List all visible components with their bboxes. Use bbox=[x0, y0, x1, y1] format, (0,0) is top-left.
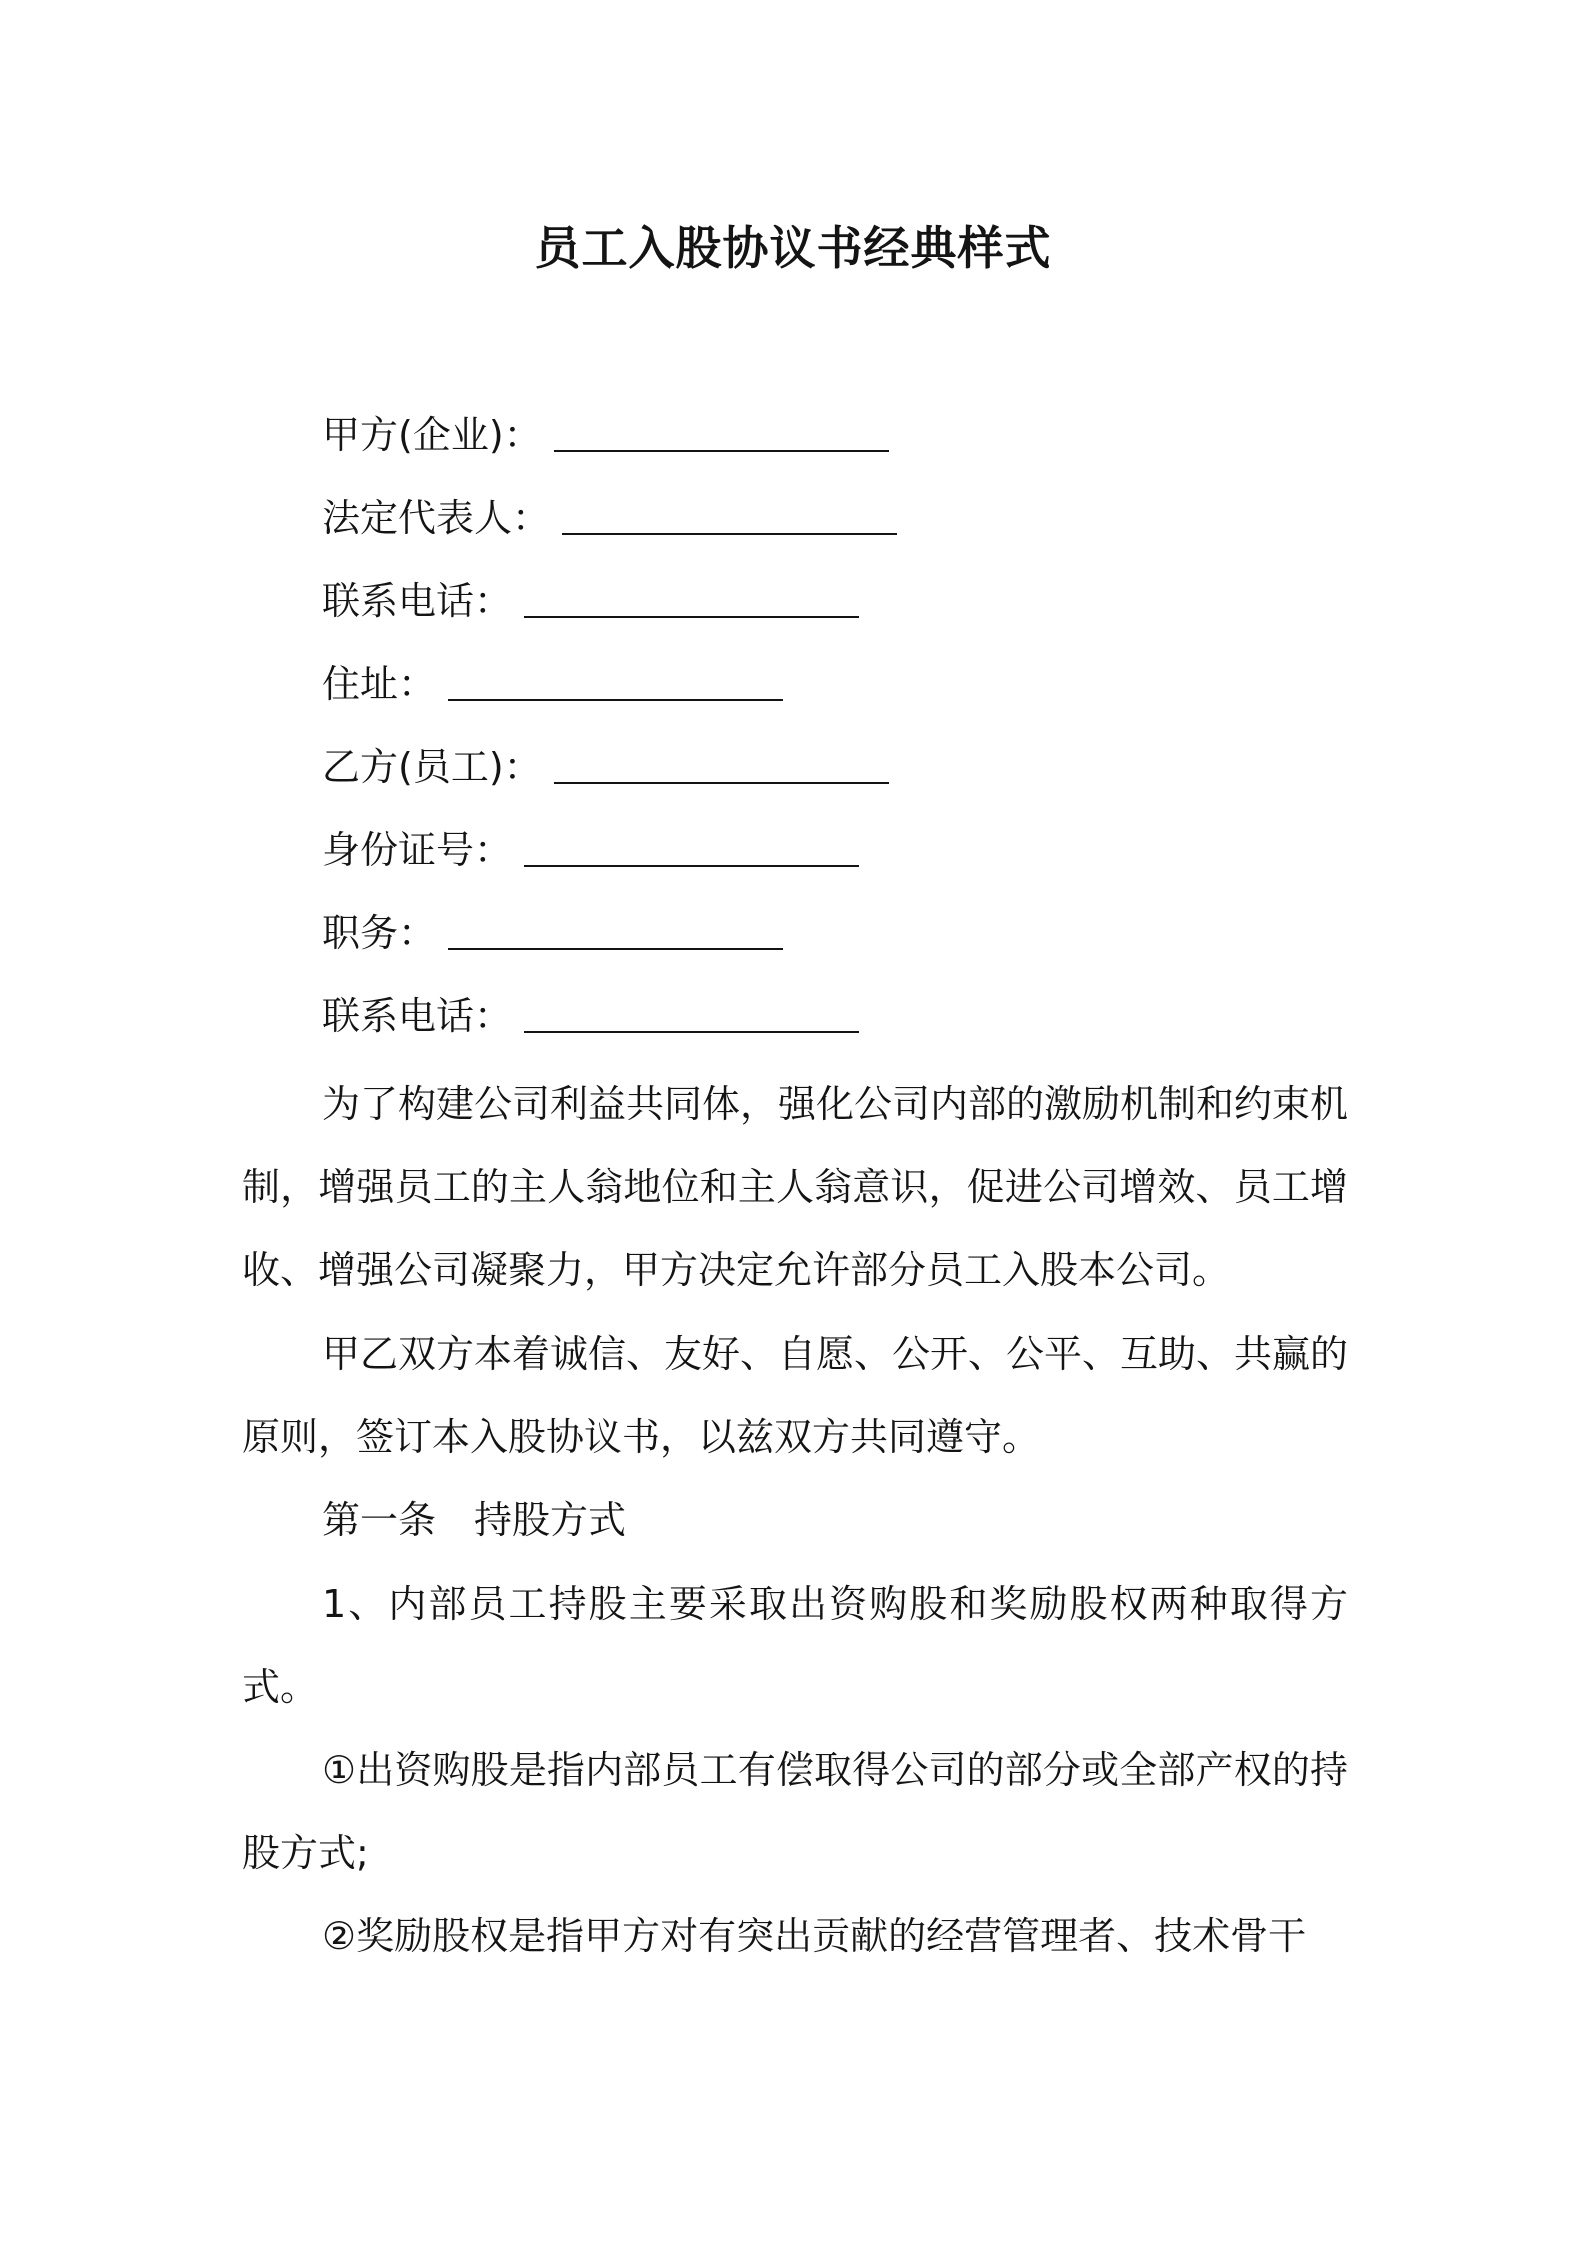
document-title: 员工入股协议书经典样式 bbox=[534, 221, 1052, 275]
field-label: 住址： bbox=[322, 662, 437, 706]
clause-item-3: ②奖励股权是指甲方对有突出贡献的经营管理者、技术骨干 bbox=[322, 1914, 1307, 1958]
paragraph-principles: 甲乙双方本着诚信、友好、自愿、公开、公平、互助、共赢的原则，签订本入股协议书，以兹双方共同遵守。 bbox=[242, 1332, 1349, 1459]
clause-item-2: ①出资购股是指内部员工有偿取得公司的部分或全部产权的持股方式; bbox=[242, 1748, 1348, 1875]
field-label: 身份证号： bbox=[322, 828, 513, 872]
field-blank-line bbox=[524, 861, 859, 867]
field-blank-line bbox=[448, 695, 783, 701]
field-party-a bbox=[322, 405, 889, 465]
clause-item-1: 1、内部员工持股主要采取出资购股和奖励股权两种取得方式。 bbox=[242, 1582, 1348, 1709]
paragraph-purpose: 为了构建公司利益共同体，强化公司内部的激励机制和约束机制，增强员工的主人翁地位和主人翁意识，促进公司增效、员工增收、增强公司凝聚力，甲方决定允许部分员工入股本公司。 bbox=[242, 1082, 1349, 1292]
field-address bbox=[322, 654, 783, 714]
field-party-a-phone bbox=[322, 571, 859, 631]
field-position bbox=[322, 903, 783, 963]
field-party-b bbox=[322, 737, 889, 797]
field-blank-line bbox=[524, 1027, 859, 1033]
field-blank-line bbox=[524, 612, 859, 618]
clause-heading: 第一条 持股方式 bbox=[322, 1498, 627, 1542]
field-blank-line bbox=[554, 778, 889, 784]
field-label: 职务： bbox=[322, 911, 437, 955]
field-label: 联系电话： bbox=[322, 994, 513, 1038]
field-label: 甲方(企业)： bbox=[322, 413, 542, 457]
field-label: 联系电话： bbox=[322, 579, 513, 623]
field-label: 乙方(员工)： bbox=[322, 745, 542, 789]
field-party-b-phone bbox=[322, 986, 859, 1046]
field-legal-representative bbox=[322, 488, 897, 548]
field-blank-line bbox=[554, 446, 889, 452]
field-id-number bbox=[322, 820, 859, 880]
field-label: 法定代表人： bbox=[322, 496, 551, 540]
field-blank-line bbox=[562, 529, 897, 535]
field-blank-line bbox=[448, 944, 783, 950]
